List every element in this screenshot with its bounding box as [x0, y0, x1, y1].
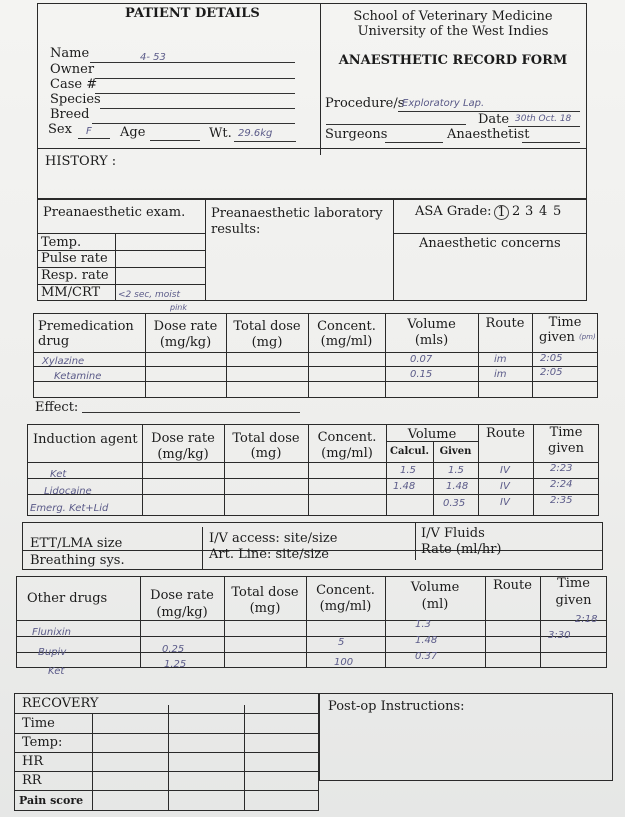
patient-details-heading: PATIENT DETAILS: [125, 6, 260, 21]
form-title: ANAESTHETIC RECORD FORM: [338, 53, 568, 68]
premed-header-conc-2: (mg/ml): [320, 334, 373, 349]
induction-header-dose-2: (mg/kg): [157, 447, 209, 462]
school-name: School of Veterinary Medicine: [353, 9, 553, 24]
other-row-3-volume: 0.37: [415, 651, 438, 662]
other-row-1-time: 2:18: [575, 614, 598, 625]
mmcrt-value-2: pink: [170, 303, 188, 312]
recovery-pain-label: Pain score: [19, 794, 84, 807]
other-row-3-conc: 100: [334, 657, 354, 668]
induction-row-1-calcul: 1.5: [400, 465, 416, 476]
iv-rate-label: Rate (ml/hr): [421, 542, 502, 557]
weight-value: 29.6kg: [238, 128, 273, 139]
case-label: Case #: [50, 77, 98, 92]
other-row-2-time: 3:30: [548, 630, 571, 641]
asa-grade-4: 4: [539, 204, 548, 219]
other-row-1-volume: 1.3: [415, 619, 431, 630]
other-row-2-drug: Bupiv: [38, 647, 67, 658]
recovery-temp-label: Temp:: [22, 735, 63, 750]
induction-header-volume: Volume: [407, 427, 457, 442]
breed-label: Breed: [50, 107, 90, 122]
asa-grade-3: 3: [525, 204, 534, 219]
other-row-2-dose: 0.25: [162, 644, 185, 655]
induction-row-2-agent: Lidocaine: [44, 486, 92, 497]
asa-grade-5: 5: [553, 204, 562, 219]
history-label: HISTORY :: [45, 154, 117, 169]
date-value: 30th Oct. 18: [515, 114, 572, 124]
premed-row-1-time: 2:05: [540, 353, 563, 364]
premed-row-1-route: im: [494, 354, 507, 365]
premed-header-conc: Concent.: [317, 319, 376, 334]
other-header-drugs: Other drugs: [27, 591, 108, 606]
effect-label: Effect:: [35, 400, 79, 415]
ett-lma-label: ETT/LMA size: [30, 536, 123, 551]
premed-row-2-time: 2:05: [540, 367, 563, 378]
premed-header-total-2: (mg): [251, 335, 283, 350]
recovery-hr-label: HR: [22, 754, 44, 769]
induction-row-1-time: 2:23: [550, 463, 573, 474]
premed-header-dose-2: (mg/kg): [159, 335, 212, 350]
premed-header-drug: Premedication: [38, 319, 134, 334]
lab-results-label-2: results:: [211, 222, 261, 237]
induction-row-1-given: 1.5: [448, 465, 464, 476]
anaesthetist-label: Anaesthetist: [447, 127, 530, 142]
premed-header-volume-2: (mls): [414, 333, 449, 348]
name-label: Name: [50, 46, 90, 61]
recovery-time-label: Time: [22, 716, 55, 731]
other-header-total-2: (mg): [249, 601, 281, 616]
premed-row-2-route: im: [494, 369, 507, 380]
iv-access-label: I/V access: site/size: [209, 531, 338, 546]
other-header-dose-2: (mg/kg): [156, 605, 208, 620]
premed-header-route: Route: [485, 316, 525, 331]
induction-header-conc: Concent.: [317, 430, 377, 445]
induction-header-dose: Dose rate: [151, 431, 215, 446]
other-header-conc: Concent.: [316, 583, 375, 598]
induction-header-total-2: (mg): [250, 446, 282, 461]
induction-row-3-time: 2:35: [550, 495, 573, 506]
other-header-total: Total dose: [231, 585, 299, 600]
art-line-label: Art. Line: site/size: [209, 547, 329, 562]
temp-row-label: Temp.: [41, 235, 82, 250]
induction-header-route: Route: [486, 426, 525, 441]
induction-header-total: Total dose: [232, 431, 300, 446]
induction-header-agent: Induction agent: [33, 432, 138, 447]
induction-header-calcul: Calcul.: [390, 446, 429, 457]
weight-label: Wt.: [209, 126, 232, 141]
induction-header-conc-2: (mg/ml): [321, 446, 373, 461]
premed-header-total: Total dose: [233, 319, 301, 334]
premed-header-dose: Dose rate: [153, 319, 218, 334]
surgeons-label: Surgeons: [325, 127, 388, 142]
other-row-3-dose: 1.25: [164, 659, 187, 670]
other-header-conc-2: (mg/ml): [319, 599, 372, 614]
recovery-title: RECOVERY: [22, 696, 99, 711]
premed-header-time-2: given: [539, 330, 575, 345]
induction-row-2-calcul: 1.48: [393, 481, 416, 492]
premed-row-1-volume: 0.07: [410, 354, 433, 365]
resp-row-label: Resp. rate: [41, 268, 109, 283]
sex-value: F: [86, 126, 92, 137]
premed-header-volume: Volume: [407, 317, 456, 332]
iv-fluids-label: I/V Fluids: [421, 526, 485, 541]
pulse-row-label: Pulse rate: [41, 251, 108, 266]
premed-time-note: (pm): [579, 333, 596, 341]
induction-row-2-route: IV: [500, 481, 510, 492]
postop-instructions-label: Post-op Instructions:: [328, 699, 465, 714]
premed-row-2-drug: Ketamine: [54, 371, 102, 382]
induction-row-3-given: 0.35: [443, 498, 466, 509]
mmcrt-row-label: MM/CRT: [41, 285, 101, 300]
other-row-3-drug: Ket: [48, 666, 65, 677]
asa-grade-1: 1: [494, 205, 509, 220]
asa-grade-2: 2: [512, 204, 521, 219]
other-row-1-drug: Flunixin: [32, 627, 72, 638]
mmcrt-value: <2 sec, moist: [118, 290, 181, 300]
premed-row-1-drug: Xylazine: [42, 356, 85, 367]
other-header-route: Route: [493, 578, 532, 593]
owner-label: Owner: [50, 62, 95, 77]
induction-header-given: Given: [439, 446, 472, 457]
other-header-time-2: given: [555, 593, 592, 608]
other-header-dose: Dose rate: [150, 588, 214, 603]
preanaesthetic-exam-label: Preanaesthetic exam.: [43, 205, 186, 220]
induction-row-3-agent: Emerg. Ket+Lid: [30, 503, 109, 514]
premed-header-time: Time: [548, 315, 582, 330]
recovery-rr-label: RR: [22, 773, 42, 788]
sex-label: Sex: [48, 122, 72, 137]
species-label: Species: [50, 92, 101, 107]
procedure-value: Exploratory Lap.: [402, 98, 485, 109]
procedure-label: Procedure/s: [325, 96, 405, 111]
name-value: 4- 53: [140, 52, 166, 63]
date-label: Date: [478, 112, 510, 127]
induction-row-3-route: IV: [500, 497, 510, 508]
induction-header-time-2: given: [548, 441, 584, 456]
premed-row-2-volume: 0.15: [410, 369, 433, 380]
age-label: Age: [120, 125, 146, 140]
premed-header-drug-2: drug: [38, 334, 70, 349]
anaesthetic-concerns-label: Anaesthetic concerns: [419, 236, 561, 251]
induction-row-1-agent: Ket: [50, 469, 67, 480]
other-header-volume: Volume: [410, 580, 460, 595]
other-row-2-volume: 1.48: [415, 635, 438, 646]
induction-row-1-route: IV: [500, 465, 510, 476]
other-header-time: Time: [557, 576, 590, 591]
university-name: University of the West Indies: [357, 24, 549, 39]
other-header-volume-2: (ml): [421, 597, 449, 612]
asa-grade-label: ASA Grade:: [415, 204, 492, 219]
induction-header-time: Time: [549, 425, 583, 440]
induction-row-2-given: 1.48: [446, 481, 469, 492]
breathing-sys-label: Breathing sys.: [30, 553, 125, 568]
other-row-2-conc: 5: [338, 637, 345, 648]
induction-row-2-time: 2:24: [550, 479, 573, 490]
lab-results-label: Preanaesthetic laboratory: [211, 206, 383, 221]
